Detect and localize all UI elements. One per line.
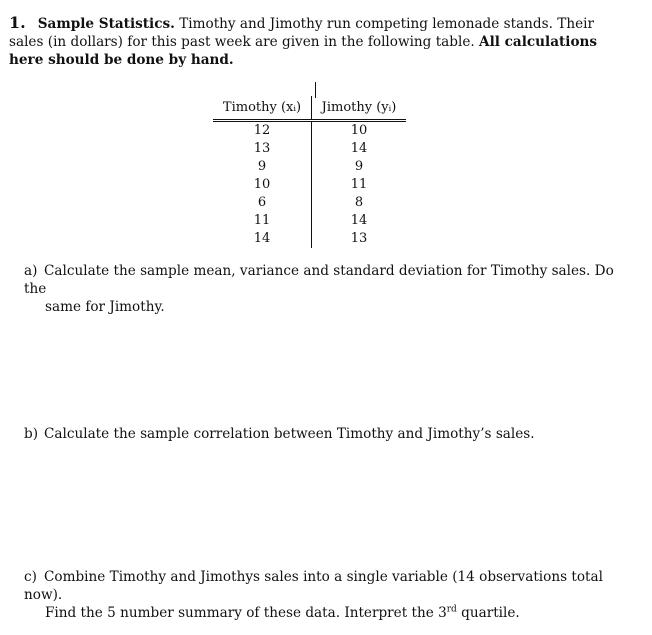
question-b: [24, 425, 624, 443]
question-c: [24, 568, 634, 622]
question-c-line1: Combine Timothy and Jimothys sales into a single variable (14 observations total now).: [24, 569, 603, 603]
timothy-cell: 6: [213, 194, 312, 212]
question-c-line2-pre: Find the 5 number summary of these data. Interpret the 3: [45, 605, 447, 621]
question-a-line2: same for Jimothy.: [45, 299, 165, 315]
timothy-cell: 13: [213, 140, 312, 158]
timothy-cell: 12: [213, 121, 312, 141]
question-a-label: a): [24, 263, 38, 279]
jimothy-cell: 11: [350, 177, 368, 192]
problem-heading: Sample Statistics.: [37, 16, 175, 32]
table-row: [213, 212, 406, 230]
jimothy-cell: 14: [350, 141, 368, 156]
sales-table: [213, 96, 406, 248]
table-row: [213, 158, 406, 176]
table-row: [213, 230, 406, 248]
timothy-cell: 14: [213, 230, 312, 248]
table-row: [213, 121, 406, 141]
question-a: [24, 262, 624, 316]
jimothy-cell: 13: [350, 231, 368, 246]
problem-emphasis: All calculations here should be done by hand.: [9, 34, 598, 68]
question-c-line2-post: quartile.: [456, 605, 520, 621]
question-b-label: b): [24, 426, 39, 442]
timothy-cell: 9: [213, 158, 312, 176]
problem-statement: [9, 14, 621, 69]
table-row: [213, 140, 406, 158]
table-row: [213, 194, 406, 212]
question-a-line1: Calculate the sample mean, variance and standard deviation for Timothy sales. Do the: [24, 263, 614, 297]
question-c-line2: [24, 604, 634, 622]
jimothy-cell: 14: [350, 213, 368, 228]
header-timothy: Timothy (xᵢ): [213, 96, 312, 121]
table-header-row: [213, 96, 406, 121]
question-c-superscript: rd: [446, 604, 457, 615]
jimothy-cell: 10: [350, 123, 368, 138]
jimothy-cell: 8: [354, 195, 364, 210]
timothy-cell: 10: [213, 176, 312, 194]
timothy-cell: 11: [213, 212, 312, 230]
problem-intro: Timothy and Jimothy run competing lemonade stands. Their sales (in dollars) for this past week are given in the following table.: [9, 16, 594, 50]
question-c-label: c): [24, 569, 37, 585]
problem-number: 1.: [9, 13, 26, 32]
table-row: [213, 176, 406, 194]
question-b-line1: Calculate the sample correlation between Timothy and Jimothy’s sales.: [44, 426, 535, 442]
jimothy-cell: 9: [354, 159, 364, 174]
header-jimothy: Jimothy (yᵢ): [312, 96, 407, 121]
